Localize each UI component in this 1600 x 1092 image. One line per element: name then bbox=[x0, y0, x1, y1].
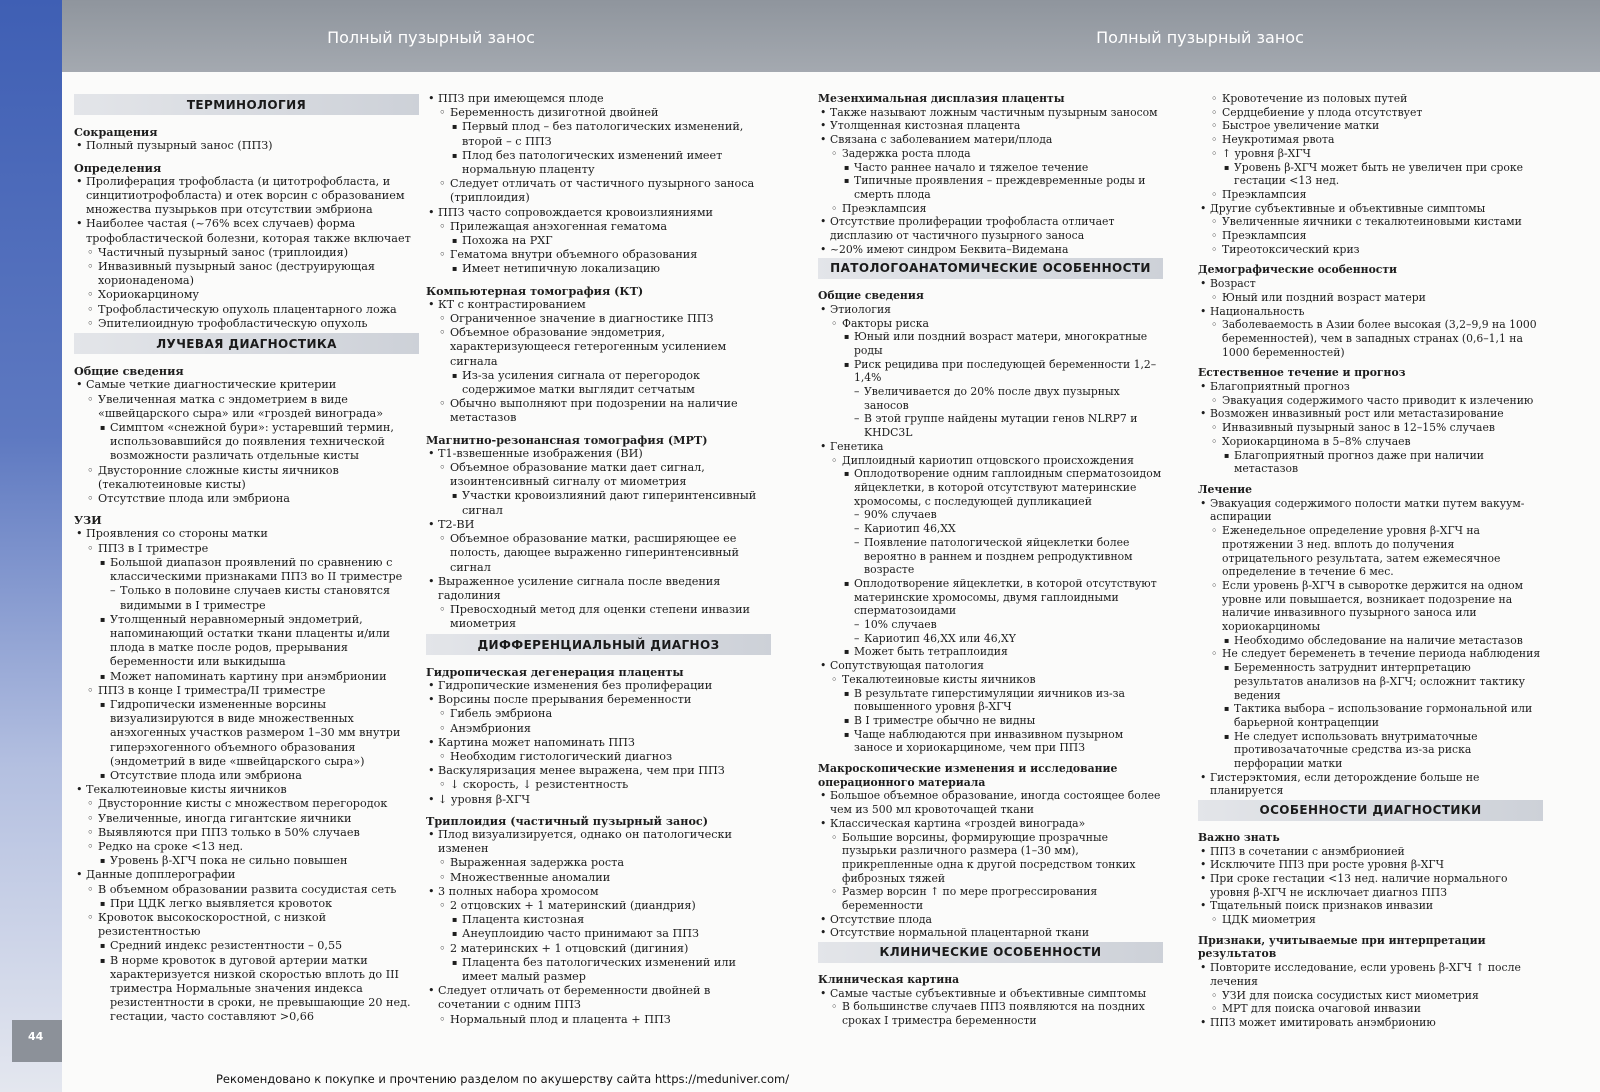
list-item: ◦ Быстрое увеличение матки bbox=[1198, 119, 1543, 133]
list-item: ◦ Гибель эмбриона bbox=[426, 707, 771, 721]
list-item: ◦ Беременность дизиготной двойней bbox=[426, 106, 771, 120]
list-item: • ~20% имеют синдром Беквита–Видемана bbox=[818, 243, 1163, 257]
list-item: ◦ Размер ворсин ↑ по мере прогрессирования беременности bbox=[818, 885, 1163, 912]
list-item: ▪ Риск рецидива при последующей беременности 1,2–1,4% bbox=[818, 358, 1163, 385]
list-item: ◦ Эвакуация содержимого часто приводит к излечению bbox=[1198, 394, 1543, 408]
list-item: • Эвакуация содержимого полости матки путем вакуум-аспирации bbox=[1198, 497, 1543, 524]
list-item: • Связана с заболеванием матери/плода bbox=[818, 133, 1163, 147]
list-item: ▪ Утолщенный неравномерный эндометрий, напоминающий остатки ткани плаценты и/или плода в матке после родов, прерывания беременности или выкидыша bbox=[74, 613, 419, 670]
right-column-1 bbox=[818, 92, 1163, 1028]
list-item: ◦ ППЗ в I триместре bbox=[74, 542, 419, 556]
list-item: ◦ В объемном образовании развита сосудистая сеть bbox=[74, 883, 419, 897]
list-item: ◦ УЗИ для поиска сосудистых кист миометрия bbox=[1198, 989, 1543, 1003]
subsection-heading: Общие сведения bbox=[818, 289, 924, 303]
list-item: • Текалютеиновые кисты яичников bbox=[74, 783, 419, 797]
list-item: • Гидропические изменения без пролиферации bbox=[426, 679, 771, 693]
list-item: ▪ Похожа на РХГ bbox=[426, 234, 771, 248]
list-item: ◦ Инвазивный пузырный занос (деструирующая хорионаденома) bbox=[74, 260, 419, 288]
list-item: ◦ Отсутствие плода или эмбриона bbox=[74, 492, 419, 506]
list-item: ◦ Следует отличать от частичного пузырного заноса (триплоидия) bbox=[426, 177, 771, 205]
list-item: ▪ Юный или поздний возраст матери, многократные роды bbox=[818, 330, 1163, 357]
list-item: ◦ Не следует беременеть в течение периода наблюдения bbox=[1198, 647, 1543, 661]
list-item: • Повторите исследование, если уровень β-ХГЧ ↑ после лечения bbox=[1198, 961, 1543, 988]
list-item: • Возможен инвазивный рост или метастазирование bbox=[1198, 407, 1543, 421]
left-column-1 bbox=[74, 92, 419, 1025]
list-item: ◦ Трофобластическую опухоль плацентарного ложа bbox=[74, 303, 419, 317]
list-item: ▪ Тактика выбора – использование гормональной или барьерной контрацепции bbox=[1198, 702, 1543, 729]
list-item: • ППЗ при имеющемся плоде bbox=[426, 92, 771, 106]
list-item: ▪ Первый плод – без патологических изменений, второй – с ППЗ bbox=[426, 120, 771, 148]
list-item: ▪ Оплодотворение яйцеклетки, в которой отсутствуют материнские хромосомы, двумя гаплоидными сперматозоидами bbox=[818, 577, 1163, 618]
list-item: ▪ Беременность затруднит интерпретацию результатов анализов на β-ХГЧ; осложнит тактику ведения bbox=[1198, 661, 1543, 702]
list-item: • Плод визуализируется, однако он патологически изменен bbox=[426, 828, 771, 856]
list-item: ▪ Чаще наблюдаются при инвазивном пузырном заносе и хориокарциноме, чем при ППЗ bbox=[818, 728, 1163, 755]
subsection-heading: Магнитно-резонансная томография (МРТ) bbox=[426, 432, 708, 447]
list-item: ◦ Тиреотоксический криз bbox=[1198, 243, 1543, 257]
list-item: ▪ Большой диапазон проявлений по сравнению с классическими признаками ППЗ во II триместре bbox=[74, 556, 419, 584]
list-item: ▪ Часто раннее начало и тяжелое течение bbox=[818, 161, 1163, 175]
list-item: ◦ Анэмбриония bbox=[426, 722, 771, 736]
list-item: • Проявления со стороны матки bbox=[74, 527, 419, 541]
list-item: ▪ Плацента без патологических изменений или имеет малый размер bbox=[426, 956, 771, 984]
list-item: • Также называют ложным частичным пузырным заносом bbox=[818, 106, 1163, 120]
list-item: ◦ Кровотечение из половых путей bbox=[1198, 92, 1543, 106]
page-number: 44 bbox=[12, 1020, 62, 1062]
list-item: • КТ с контрастированием bbox=[426, 298, 771, 312]
list-item: ◦ Преэклампсия bbox=[1198, 188, 1543, 202]
list-item: ◦ Эпителиоидную трофобластическую опухоль bbox=[74, 317, 419, 331]
list-item: ◦ Хориокарциному bbox=[74, 288, 419, 302]
subsection-heading: Гидропическая дегенерация плаценты bbox=[426, 664, 684, 679]
section-heading: ТЕРМИНОЛОГИЯ bbox=[74, 94, 419, 115]
subsection-heading: Сокращения bbox=[74, 125, 158, 140]
subsection-heading: Компьютерная томография (КТ) bbox=[426, 283, 644, 298]
list-item: • Отсутствие пролиферации трофобласта отличает дисплазию от частичного пузырного заноса bbox=[818, 215, 1163, 242]
list-item: ▪ Гидропически измененные ворсины визуализируются в виде множественных анэхогенных участков размером 1–30 мм внутри гиперэхогенного объемного образования (эндометрий в виде «швейцарского сыра») bbox=[74, 698, 419, 769]
subsection-heading: Общие сведения bbox=[74, 364, 184, 379]
list-item: ◦ ППЗ в конце I триместра/II триместре bbox=[74, 684, 419, 698]
page-header-band bbox=[800, 0, 1600, 72]
section-heading: ДИФФЕРЕНЦИАЛЬНЫЙ ДИАГНОЗ bbox=[426, 634, 771, 655]
section-heading: КЛИНИЧЕСКИЕ ОСОБЕННОСТИ bbox=[818, 942, 1163, 963]
list-item: ▪ Из-за усиления сигнала от перегородок содержимое матки выглядит сетчатым bbox=[426, 369, 771, 397]
list-item: • Выраженное усиление сигнала после введения гадолиния bbox=[426, 575, 771, 603]
list-item: • Самые частые субъективные и объективные симптомы bbox=[818, 987, 1163, 1001]
list-item: • ↓ уровня β-ХГЧ bbox=[426, 793, 771, 807]
list-item: • Отсутствие плода bbox=[818, 913, 1163, 927]
list-item: ▪ При ЦДК легко выявляется кровоток bbox=[74, 897, 419, 911]
list-item: ◦ Юный или поздний возраст матери bbox=[1198, 291, 1543, 305]
list-item: ▪ Оплодотворение одним гаплоидным сперматозоидом яйцеклетки, в которой отсутствуют материнские хромосомы, с последующей дупликацией bbox=[818, 467, 1163, 508]
list-item: ◦ Ограниченное значение в диагностике ППЗ bbox=[426, 312, 771, 326]
list-item: ▪ Необходимо обследование на наличие метастазов bbox=[1198, 634, 1543, 648]
list-item: • Картина может напоминать ППЗ bbox=[426, 736, 771, 750]
list-item: ◦ Преэклампсия bbox=[1198, 229, 1543, 243]
list-item: • Тщательный поиск признаков инвазии bbox=[1198, 899, 1543, 913]
list-item: ◦ Редко на сроке <13 нед. bbox=[74, 840, 419, 854]
list-item: ▪ Уровень β-ХГЧ может быть не увеличен при сроке гестации <13 нед. bbox=[1198, 161, 1543, 188]
list-item: ◦ Увеличенные яичники с текалютеиновыми кистами bbox=[1198, 215, 1543, 229]
list-item: ▪ Благоприятный прогноз даже при наличии метастазов bbox=[1198, 449, 1543, 476]
list-item: • Сопутствующая патология bbox=[818, 659, 1163, 673]
list-item: • ППЗ может имитировать анэмбрионию bbox=[1198, 1016, 1543, 1030]
subsection-heading: Макроскопические изменения и исследование операционного материала bbox=[818, 762, 1118, 789]
list-item: ▪ Плод без патологических изменений имеет нормальную плаценту bbox=[426, 149, 771, 177]
list-item: • Благоприятный прогноз bbox=[1198, 380, 1543, 394]
subsection-heading: Демографические особенности bbox=[1198, 263, 1398, 277]
right-column-2 bbox=[1198, 92, 1543, 1030]
section-heading: ОСОБЕННОСТИ ДИАГНОСТИКИ bbox=[1198, 800, 1543, 821]
list-item: ◦ Диплоидный кариотип отцовского происхождения bbox=[818, 454, 1163, 468]
list-item: ▪ Может напоминать картину при анэмбрионии bbox=[74, 670, 419, 684]
list-item: ▪ Не следует использовать внутриматочные противозачаточные средства из-за риска перфорации матки bbox=[1198, 730, 1543, 771]
list-item: • Этиология bbox=[818, 303, 1163, 317]
list-item: ◦ ЦДК миометрия bbox=[1198, 913, 1543, 927]
list-item: ◦ Большие ворсины, формирующие прозрачные пузырьки различного размера (1–30 мм), прикрепленные одна к другой посредством тонких фиброзных тяжей bbox=[818, 831, 1163, 886]
list-item: ◦ Текалютеиновые кисты яичников bbox=[818, 673, 1163, 687]
section-heading: ЛУЧЕВАЯ ДИАГНОСТИКА bbox=[74, 333, 419, 354]
list-item: • Возраст bbox=[1198, 277, 1543, 291]
list-item: • Отсутствие нормальной плацентарной ткани bbox=[818, 926, 1163, 940]
list-item: • ППЗ в сочетании с анэмбрионией bbox=[1198, 845, 1543, 859]
list-item: • При сроке гестации <13 нед. наличие нормального уровня β-ХГЧ не исключает диагноз ППЗ bbox=[1198, 872, 1543, 899]
subsection-heading: Мезенхимальная дисплазия плаценты bbox=[818, 92, 1065, 105]
list-item: ▪ Плацента кистозная bbox=[426, 913, 771, 927]
list-item: • Васкуляризация менее выражена, чем при ППЗ bbox=[426, 764, 771, 778]
subsection-heading: Триплоидия (частичный пузырный занос) bbox=[426, 813, 709, 828]
list-item: ◦ Двусторонние сложные кисты яичников (текалютеиновые кисты) bbox=[74, 464, 419, 492]
list-item: ◦ Сердцебиение у плода отсутствует bbox=[1198, 106, 1543, 120]
page-header-title: Полный пузырный занос bbox=[1096, 28, 1304, 47]
list-item: • Т1-взвешенные изображения (ВИ) bbox=[426, 447, 771, 461]
list-item: ▪ Анеуплоидию часто принимают за ППЗ bbox=[426, 927, 771, 941]
list-item: – Только в половине случаев кисты становятся видимыми в I триместре bbox=[74, 584, 419, 612]
list-item: ◦ 2 отцовских + 1 материнский (диандрия) bbox=[426, 899, 771, 913]
list-item: ◦ Кровоток высокоскоростной, с низкой резистентностью bbox=[74, 911, 419, 939]
list-item: • Исключите ППЗ при росте уровня β-ХГЧ bbox=[1198, 858, 1543, 872]
page-edge-band bbox=[0, 0, 62, 1092]
list-item: ◦ Факторы риска bbox=[818, 317, 1163, 331]
list-item: ◦ Неукротимая рвота bbox=[1198, 133, 1543, 147]
list-item: ◦ Преэклампсия bbox=[818, 202, 1163, 216]
subsection-heading: Признаки, учитываемые при интерпретации результатов bbox=[1198, 933, 1486, 961]
list-item: • Гистерэктомия, если деторождение больше не планируется bbox=[1198, 771, 1543, 798]
list-item: • Генетика bbox=[818, 440, 1163, 454]
list-item: • Следует отличать от беременности двойней в сочетании с одним ППЗ bbox=[426, 984, 771, 1012]
list-item: ◦ МРТ для поиска очаговой инвазии bbox=[1198, 1002, 1543, 1016]
list-item: • Большое объемное образование, иногда состоящее более чем из 500 мл кровоточащей ткани bbox=[818, 789, 1163, 816]
list-item: • Национальность bbox=[1198, 305, 1543, 319]
list-item: ◦ Нормальный плод и плацента + ППЗ bbox=[426, 1013, 771, 1027]
list-item: ▪ Типичные проявления – преждевременные роды и смерть плода bbox=[818, 174, 1163, 201]
subsection-heading: Лечение bbox=[1198, 482, 1252, 496]
list-item: ▪ Симптом «снежной бури»: устаревший термин, использовавшийся до появления технической возможности различать отдельные кисты bbox=[74, 421, 419, 464]
list-item: ◦ Необходим гистологический диагноз bbox=[426, 750, 771, 764]
list-item: ▪ Может быть тетраплоидия bbox=[818, 645, 1163, 659]
list-item: • Другие субъективные и объективные симптомы bbox=[1198, 202, 1543, 216]
list-item: – Появление патологической яйцеклетки более вероятно в раннем и позднем репродуктивном возрасте bbox=[818, 536, 1163, 577]
list-item: ◦ В большинстве случаев ППЗ появляются на поздних сроках I триместра беременности bbox=[818, 1000, 1163, 1027]
list-item: ▪ В I триместре обычно не видны bbox=[818, 714, 1163, 728]
list-item: – 10% случаев bbox=[818, 618, 1163, 632]
list-item: ▪ Отсутствие плода или эмбриона bbox=[74, 769, 419, 783]
list-item: ◦ Объемное образование матки дает сигнал, изоинтенсивный сигналу от миометрия bbox=[426, 461, 771, 489]
list-item: • Классическая картина «гроздей винограда» bbox=[818, 817, 1163, 831]
list-item: ◦ Гематома внутри объемного образования bbox=[426, 248, 771, 262]
list-item: ◦ Объемное образование матки, расширяющее ее полость, дающее выраженно гиперинтенсивный сигнал bbox=[426, 532, 771, 575]
list-item: ▪ Средний индекс резистентности – 0,55 bbox=[74, 939, 419, 953]
list-item: – Увеличивается до 20% после двух пузырных заносов bbox=[818, 385, 1163, 412]
list-item: ◦ ↑ уровня β-ХГЧ bbox=[1198, 147, 1543, 161]
list-item: – Кариотип 46,XX bbox=[818, 522, 1163, 536]
list-item: – В этой группе найдены мутации генов NLRP7 и KHDC3L bbox=[818, 412, 1163, 439]
list-item: ▪ В результате гиперстимуляции яичников из-за повышенного уровня β-ХГЧ bbox=[818, 687, 1163, 714]
subsection-heading: Клиническая картина bbox=[818, 972, 960, 986]
left-column-2 bbox=[426, 92, 771, 1027]
list-item: • Наиболее частая (~76% всех случаев) форма трофобластической болезни, которая также включает bbox=[74, 217, 419, 245]
list-item: • Данные допплерографии bbox=[74, 868, 419, 882]
list-item: ◦ ↓ скорость, ↓ резистентность bbox=[426, 778, 771, 792]
list-item: ◦ Хориокарцинома в 5–8% случаев bbox=[1198, 435, 1543, 449]
list-item: ◦ Двусторонние кисты с множеством перегородок bbox=[74, 797, 419, 811]
list-item: • Ворсины после прерывания беременности bbox=[426, 693, 771, 707]
subsection-heading: Естественное течение и прогноз bbox=[1198, 366, 1406, 380]
subsection-heading: Важно знать bbox=[1198, 830, 1280, 844]
list-item: • Утолщенная кистозная плацента bbox=[818, 119, 1163, 133]
list-item: ◦ Объемное образование эндометрия, характеризующееся гетерогенным усилением сигнала bbox=[426, 326, 771, 369]
list-item: ◦ Превосходный метод для оценки степени инвазии миометрия bbox=[426, 603, 771, 631]
page-header-band bbox=[62, 0, 800, 72]
list-item: ▪ Имеет нетипичную локализацию bbox=[426, 262, 771, 276]
right-page bbox=[800, 0, 1600, 1092]
list-item: • Самые четкие диагностические критерии bbox=[74, 378, 419, 392]
list-item: ◦ Выявляются при ППЗ только в 50% случаев bbox=[74, 826, 419, 840]
list-item: ▪ Участки кровоизлияний дают гиперинтенсивный сигнал bbox=[426, 489, 771, 517]
list-item: ▪ Уровень β-ХГЧ пока не сильно повышен bbox=[74, 854, 419, 868]
list-item: • Полный пузырный занос (ППЗ) bbox=[74, 139, 419, 153]
list-item: • Т2-ВИ bbox=[426, 518, 771, 532]
subsection-heading: УЗИ bbox=[74, 513, 102, 528]
subsection-heading: Определения bbox=[74, 160, 162, 175]
list-item: ◦ Увеличенная матка с эндометрием в виде «швейцарского сыра» или «гроздей винограда» bbox=[74, 393, 419, 421]
section-heading: ПАТОЛОГОАНАТОМИЧЕСКИЕ ОСОБЕННОСТИ bbox=[818, 258, 1163, 279]
list-item: ◦ Множественные аномалии bbox=[426, 871, 771, 885]
list-item: • 3 полных набора хромосом bbox=[426, 885, 771, 899]
list-item: • ППЗ часто сопровождается кровоизлияниями bbox=[426, 206, 771, 220]
list-item: – Кариотип 46,XX или 46,XY bbox=[818, 632, 1163, 646]
list-item: • Пролиферация трофобласта (и цитотрофобласта, и синцитиотрофобласта) и отек ворсин с образованием множества пузырьков при отсутствии эмбриона bbox=[74, 175, 419, 218]
list-item: ◦ Обычно выполняют при подозрении на наличие метастазов bbox=[426, 397, 771, 425]
list-item: ◦ Если уровень β-ХГЧ в сыворотке держится на одном уровне или повышается, возникает подозрение на наличие инвазивного пузырного заноса или хориокарциномы bbox=[1198, 579, 1543, 634]
list-item: ◦ Инвазивный пузырный занос в 12–15% случаев bbox=[1198, 421, 1543, 435]
list-item: – 90% случаев bbox=[818, 508, 1163, 522]
footer-note: Рекомендовано к покупке и прочтению разделом по акушерству сайта https://meduniver.com/ bbox=[216, 1072, 790, 1086]
list-item: ◦ Задержка роста плода bbox=[818, 147, 1163, 161]
list-item: ◦ Частичный пузырный занос (триплоидия) bbox=[74, 246, 419, 260]
list-item: ▪ В норме кровоток в дуговой артерии матки характеризуется низкой скоростью вплоть до III триместра Нормальные значения индекса резистентности в сроки, не превышающие 20 нед. гестации, часто составляют >0,66 bbox=[74, 954, 419, 1025]
list-item: ◦ 2 материнских + 1 отцовский (дигиния) bbox=[426, 942, 771, 956]
list-item: ◦ Прилежащая анэхогенная гематома bbox=[426, 220, 771, 234]
list-item: ◦ Заболеваемость в Азии более высокая (3,2–9,9 на 1000 беременностей), чем в западных странах (0,6–1,1 на 1000 беременностей) bbox=[1198, 318, 1543, 359]
list-item: ◦ Еженедельное определение уровня β-ХГЧ на протяжении 3 нед. вплоть до получения отрицательного результата, затем ежемесячное определение в течение 6 мес. bbox=[1198, 524, 1543, 579]
list-item: ◦ Увеличенные, иногда гигантские яичники bbox=[74, 812, 419, 826]
list-item: ◦ Выраженная задержка роста bbox=[426, 856, 771, 870]
page-header-title: Полный пузырный занос bbox=[327, 28, 535, 47]
